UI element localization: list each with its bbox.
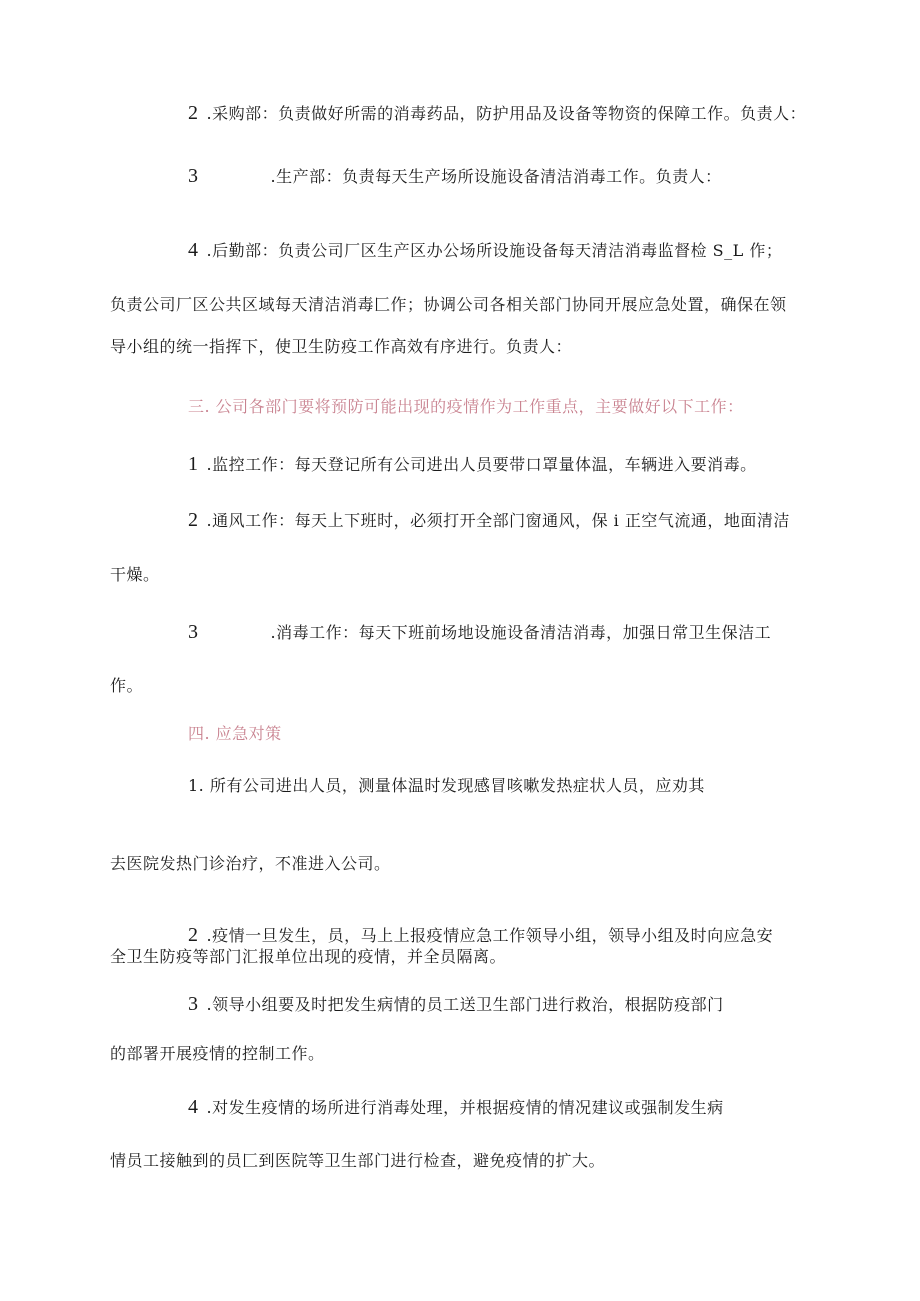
list-item-disinfection-line1 [188, 621, 771, 644]
item-text: 情员工接触到的员匚到医院等卫生部门进行检查，避免疫情的扩大。 [110, 1151, 606, 1170]
item-text: .疫情一旦发生，员，马上上报疫情应急工作领导小组，领导小组及时向应急安 [206, 926, 774, 945]
paragraph-purchasing [188, 102, 806, 125]
paragraph-text: .生产部：负责每天生产场所设施设备清洁消毒工作。负责人： [270, 167, 722, 186]
list-item-screening-line1 [188, 775, 705, 797]
item-number: 2 [188, 509, 199, 531]
list-item-outbreak-line2 [110, 946, 506, 968]
item-text: 的部署开展疫情的控制工作。 [110, 1044, 325, 1063]
paragraph-logistics-line2 [110, 294, 787, 316]
item-text: .监控工作：每天登记所有公司进出人员要带口罩量体温，车辆进入要消毒。 [206, 455, 757, 474]
list-item-treatment-line1 [188, 993, 724, 1016]
heading-text: 四. 应急对策 [188, 724, 282, 743]
item-text: 1. 所有公司进出人员，测量体温时发现感冒咳嗽发热症状人员，应劝其 [188, 776, 705, 795]
paragraph-text: 负责公司厂区公共区域每天清洁消毒匚作；协调公司各相关部门协同开展应急处置，确保在领 [110, 295, 787, 314]
heading-text: 三. 公司各部门要将预防可能出现的疫情作为工作重点，主要做好以下工作： [188, 397, 744, 416]
paragraph-text: .采购部：负责做好所需的消毒药品，防护用品及设备等物资的保障工作。负责人： [206, 104, 807, 123]
item-text: 全卫生防疫等部门汇报单位出现的疫情，并全员隔离。 [110, 947, 507, 966]
item-number: 4 [188, 1096, 199, 1118]
item-number: 2 [188, 924, 199, 946]
paragraph-text: 导小组的统一指挥下，使卫生防疫工作高效有序进行。负责人： [110, 337, 573, 356]
paragraph-logistics-line3 [110, 336, 572, 358]
item-text: .通风工作：每天上下班时，必须打开全部门窗通风，保 i 正空气流通，地面清洁 [206, 511, 790, 530]
paragraph-production [188, 165, 722, 188]
item-number: 2 [188, 102, 199, 124]
item-number: 1 [188, 453, 199, 475]
paragraph-logistics-line1 [188, 239, 782, 262]
item-text: 干燥。 [110, 565, 160, 584]
list-item-outbreak-line1 [188, 924, 773, 947]
list-item-treatment-line2 [110, 1043, 325, 1065]
item-number: 3 [188, 165, 199, 187]
item-text: .消毒工作：每天下班前场地设施设备清洁消毒，加强日常卫生保洁工 [270, 623, 772, 642]
item-text: .领导小组要及时把发生病情的员工送卫生部门进行救治，根据防疫部门 [206, 995, 724, 1014]
item-text: 去医院发热门诊治疗，不准进入公司。 [110, 854, 391, 873]
section-heading-prevention [188, 396, 744, 418]
item-number: 4 [188, 239, 199, 261]
item-text: 作。 [110, 676, 144, 695]
paragraph-text: .后勤部：负责公司厂区生产区办公场所设施设备每天清洁消毒监督检 S_L 作； [206, 241, 783, 260]
list-item-site-disinfection-line2 [110, 1150, 605, 1172]
item-number: 3 [188, 621, 199, 643]
list-item-ventilation-line2 [110, 564, 160, 586]
section-heading-emergency [188, 723, 282, 745]
list-item-screening-line2 [110, 853, 391, 875]
list-item-ventilation-line1 [188, 509, 790, 532]
item-text: .对发生疫情的场所进行消毒处理，并根据疫情的情况建议或强制发生病 [206, 1098, 724, 1117]
list-item-site-disinfection-line1 [188, 1096, 724, 1119]
item-number: 3 [188, 993, 199, 1015]
list-item-monitoring [188, 453, 757, 476]
list-item-disinfection-line2 [110, 675, 143, 697]
